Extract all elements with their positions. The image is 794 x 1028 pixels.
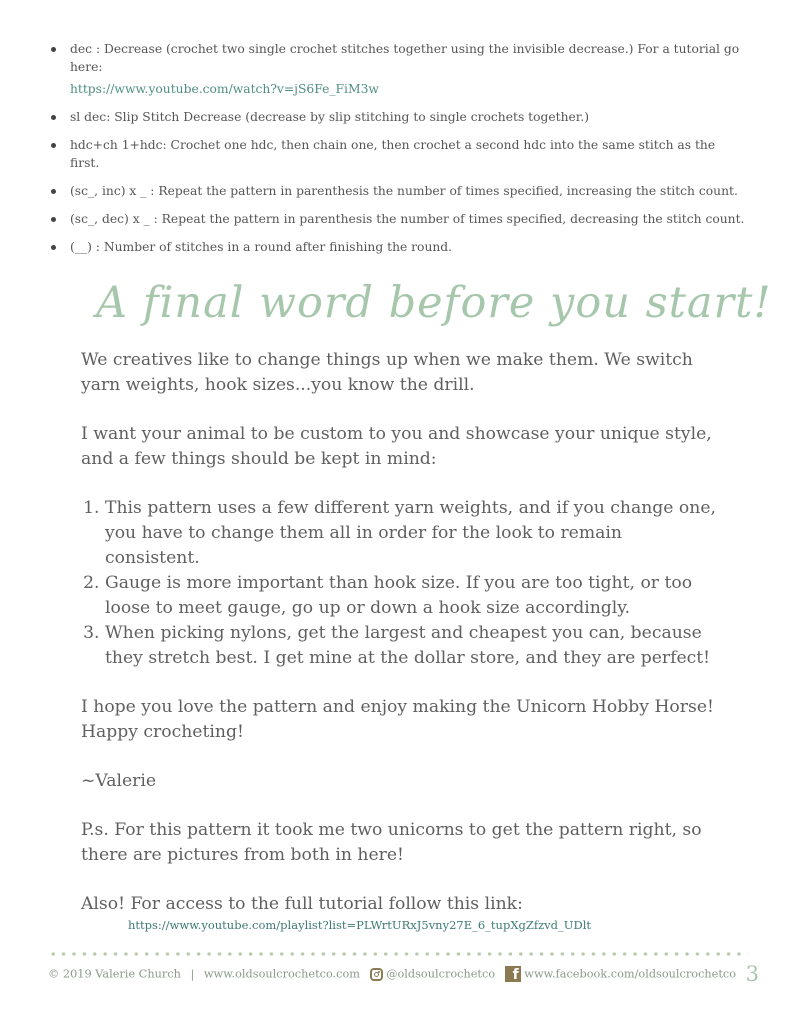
tutorial-playlist-link[interactable]: https://www.youtube.com/playlist?list=PLWrtURxJ5vny27E_6_tupXgZfzvd_UDlt bbox=[128, 918, 591, 932]
list-item bbox=[48, 136, 748, 172]
decrease-tutorial-link[interactable]: https://www.youtube.com/watch?v=jS6Fe_FiM3w bbox=[70, 82, 379, 96]
copyright-text: © 2019 Valerie Church bbox=[48, 967, 181, 981]
paragraph-intro: We creatives like to change things up when we make them. We switch yarn weights, hook sizes...you know the drill. bbox=[81, 350, 693, 395]
signature: ~Valerie bbox=[81, 771, 157, 791]
facebook-link[interactable]: www.facebook.com/oldsoulcrochetco bbox=[524, 967, 737, 981]
main-text bbox=[81, 348, 721, 933]
paragraph-ps: P.s. For this pattern it took me two unicorns to get the pattern right, so there are pictures from both in here! bbox=[81, 820, 702, 865]
tip-item: 1. This pattern uses a few different yarn weights, and if you change one, you have to change them all in order for the look to remain consistent. bbox=[105, 496, 721, 571]
page-footer bbox=[48, 962, 759, 986]
abbreviation-text: dec : Decrease (crochet two single crochet stitches together using the invisible decrease.) For a tutorial go here: bbox=[70, 42, 740, 74]
footer-divider bbox=[48, 952, 748, 956]
abbreviation-text: (__) : Number of stitches in a round after finishing the round. bbox=[70, 240, 453, 254]
facebook-icon[interactable]: f bbox=[505, 966, 521, 982]
paragraph-closing: I hope you love the pattern and enjoy making the Unicorn Hobby Horse! Happy crocheting! bbox=[81, 697, 714, 742]
list-item bbox=[48, 238, 748, 256]
instagram-handle[interactable]: @oldsoulcrochetco bbox=[386, 967, 496, 981]
page-number: 3 bbox=[745, 962, 759, 986]
instagram-icon[interactable] bbox=[370, 968, 383, 981]
abbreviation-text: (sc_, dec) x _ : Repeat the pattern in parenthesis the number of times specified, decreasing the stitch count. bbox=[70, 212, 745, 226]
abbreviation-list bbox=[48, 40, 748, 266]
section-heading: A final word before you start! bbox=[96, 278, 772, 328]
tip-item: 2. Gauge is more important than hook size. If you are too tight, or too loose to meet gauge, go up or down a hook size accordingly. bbox=[105, 571, 721, 621]
abbreviation-text: sl dec: Slip Stitch Decrease (decrease by slip stitching to single crochets together.) bbox=[70, 110, 590, 124]
tip-item: 3. When picking nylons, get the largest and cheapest you can, because they stretch best. I get mine at the dollar store, and they are perfect! bbox=[105, 621, 721, 671]
list-item bbox=[48, 182, 748, 200]
paragraph-custom: I want your animal to be custom to you and showcase your unique style, and a few things should be kept in mind: bbox=[81, 424, 712, 469]
paragraph-tutorial: Also! For access to the full tutorial follow this link: bbox=[81, 894, 523, 914]
website-link[interactable]: www.oldsoulcrochetco.com bbox=[203, 967, 360, 981]
tips-list bbox=[81, 496, 721, 671]
abbreviation-text: (sc_, inc) x _ : Repeat the pattern in parenthesis the number of times specified, increasing the stitch count. bbox=[70, 184, 738, 198]
footer-separator: | bbox=[190, 967, 195, 981]
list-item bbox=[48, 210, 748, 228]
list-item bbox=[48, 108, 748, 126]
abbreviation-text: hdc+ch 1+hdc: Crochet one hdc, then chain one, then crochet a second hdc into the same stitch as the first. bbox=[70, 138, 716, 170]
list-item bbox=[48, 40, 748, 98]
